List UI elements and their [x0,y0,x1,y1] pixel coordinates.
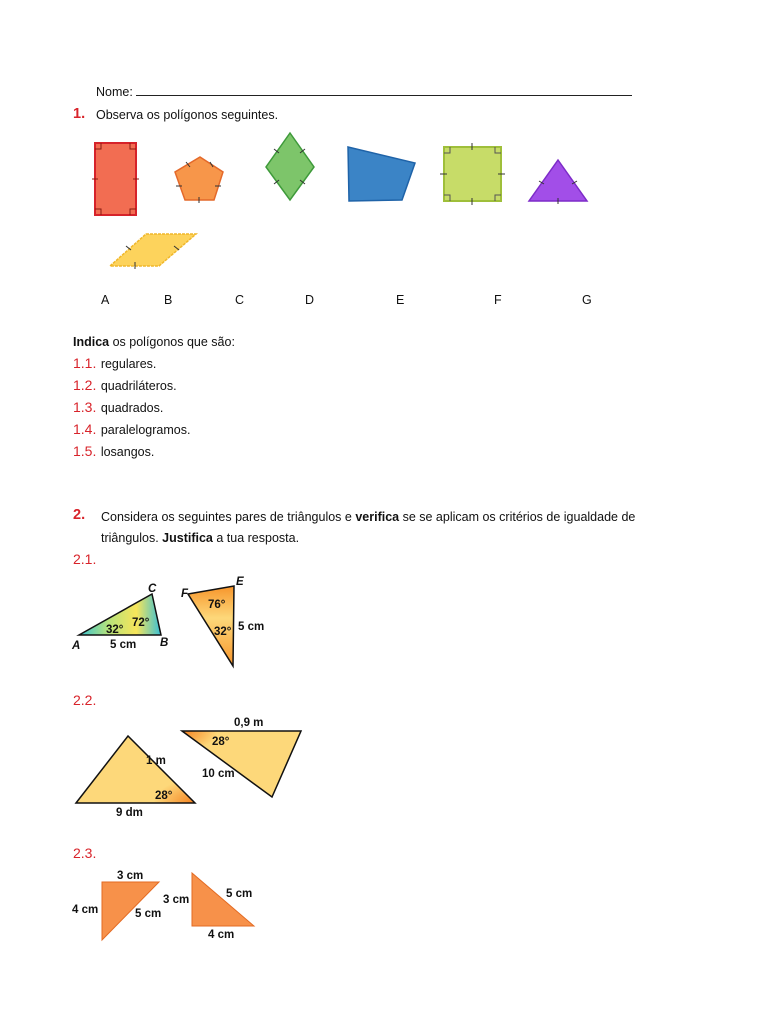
prompt-bold: Indica [73,335,110,349]
label-d: D [305,293,315,307]
q2-line1-a: Considera os seguintes pares de triângulos e [101,510,356,524]
subquestion-2-3-number: 2.3. [73,845,97,861]
bottom-label: 4 cm [208,929,235,941]
hyp-label: 5 cm [135,908,162,920]
subitem-text: quadrados. [100,401,164,415]
top-label: 0,9 m [234,717,264,729]
name-label: Nome: [96,85,133,99]
question-1-number: 1. [73,106,86,122]
q2-line1-b: se se aplicam os critérios de igualdade de [399,510,636,524]
side-ef: 5 cm [238,621,265,633]
label-b: B [164,293,173,307]
left-label: 4 cm [72,904,99,916]
angle-label: 28° [212,736,230,748]
label-e: E [396,293,405,307]
subitem-number: 1.5. [73,443,97,459]
subitem-text: regulares. [100,357,157,371]
vertex-c: C [148,583,157,595]
hyp-label: 5 cm [226,888,253,900]
q2-line2-a: triângulos. [101,531,163,545]
prompt-rest: os polígonos que são: [109,335,235,349]
hyp-label: 1 m [146,755,166,767]
subitem-number: 1.1. [73,355,97,371]
subquestion-2-1-number: 2.1. [73,551,97,567]
subquestion-2-2-number: 2.2. [73,692,97,708]
subitem-text: paralelogramos. [100,423,191,437]
vertex-f: F [181,588,189,600]
top-label: 3 cm [117,870,144,882]
question-1-text: Observa os polígonos seguintes. [96,108,279,122]
subitem-text: losangos. [100,445,155,459]
subitem-number: 1.3. [73,399,97,415]
left-label: 3 cm [163,894,190,906]
label-c: C [235,293,245,307]
subitem-text: quadriláteros. [100,379,177,393]
triangle-2-3-left [72,870,161,940]
question-2-number: 2. [73,507,86,523]
angle-f: 76° [208,599,226,611]
vertex-a: A [72,640,81,652]
angle-a: 32° [106,624,124,636]
triangle-2-3-right [163,873,254,941]
angle-e: 32° [214,626,232,638]
subitem-number: 1.2. [73,377,97,393]
q2-line2-bold: Justifica [162,531,213,545]
angle-b: 72° [132,617,150,629]
angle-label: 28° [155,790,173,802]
label-g: G [582,293,592,307]
side-label: 10 cm [202,768,235,780]
q2-line2-b: a tua resposta. [212,531,300,545]
label-f: F [494,293,502,307]
label-a: A [101,293,110,307]
q2-line1-bold: verifica [355,510,400,524]
subitem-number: 1.4. [73,421,97,437]
vertex-e: E [236,576,244,588]
vertex-b: B [160,637,169,649]
base-label: 9 dm [116,807,143,819]
side-ab: 5 cm [110,639,137,651]
